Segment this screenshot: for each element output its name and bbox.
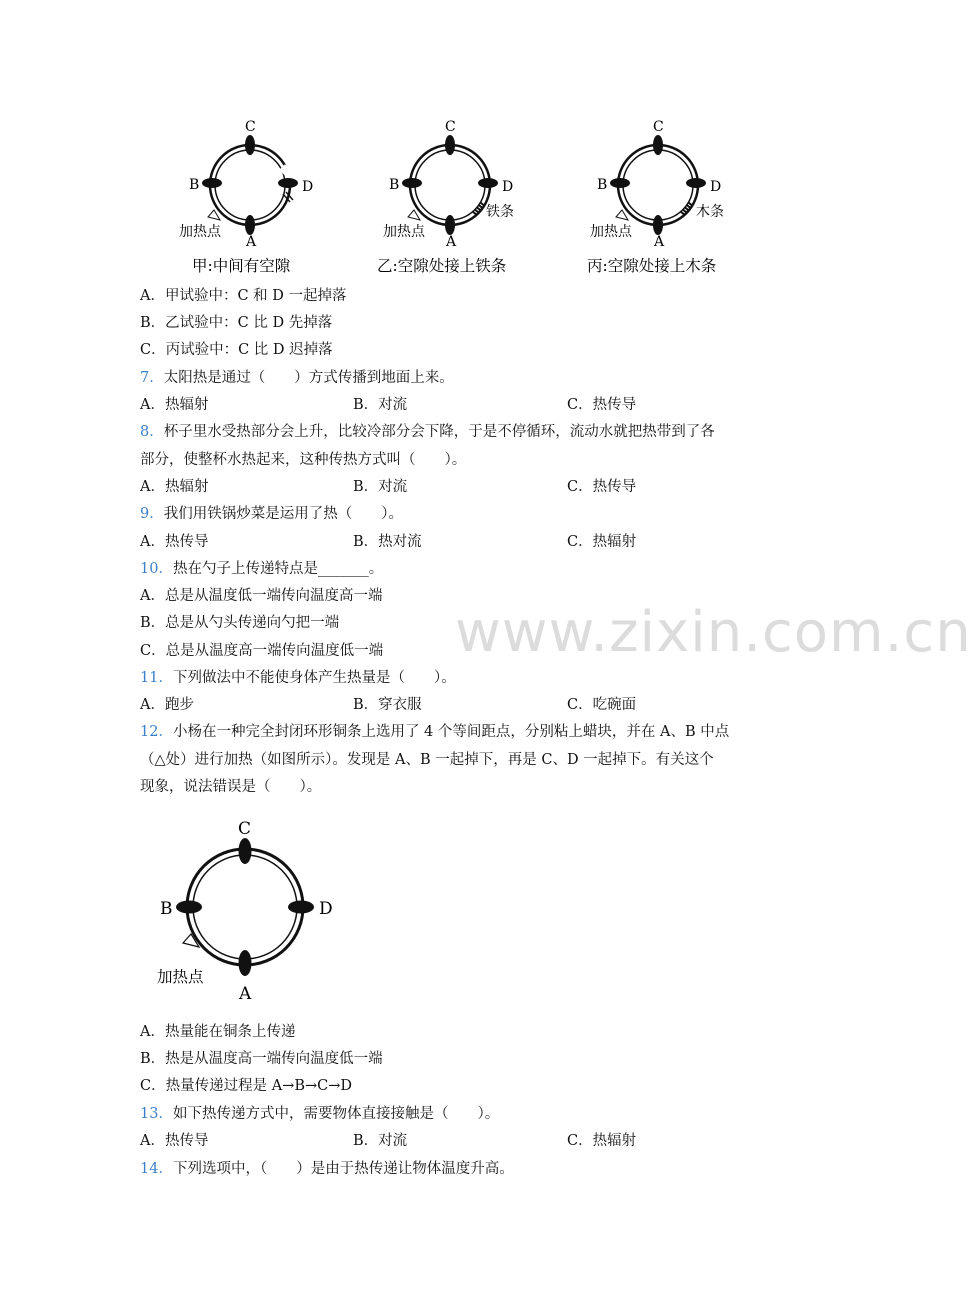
top-figures [0,110,920,280]
question-number: 14． [140,1161,173,1177]
question-number: 7． [140,370,164,386]
label-d: D [710,179,722,195]
question-text: 杯子里水受热部分会上升，比较冷部分会下降，于是不停循环，流动水就把热带到了各 [163,424,715,440]
q9-option-a: A．热传导 [140,534,209,550]
question-text: 热在勺子上传递特点是_______。 [172,561,384,577]
label-d: D [502,179,514,195]
heat-point-icon [616,210,628,220]
q7-option-a: A．热辐射 [140,397,209,413]
wax-block-a [245,215,255,235]
wax-block-a [239,950,252,976]
q13-option-c: C．热辐射 [567,1133,637,1149]
label-c: C [238,819,252,839]
q7-option-b: B．对流 [353,397,408,413]
question-number: 12． [140,724,173,740]
heat-point-icon [208,210,220,220]
q12-stem [140,722,729,742]
q12-stem-line3: 现象，说法错误是（ ）。 [140,779,322,795]
wax-block-b [202,178,222,188]
label-heat: 加热点 [157,968,204,986]
q10-stem [140,559,383,579]
q12-option-c: C．热量传递过程是 A→B→C→D [140,1078,352,1094]
label-c: C [445,119,456,135]
q14-stem [140,1159,514,1179]
label-a: A [654,234,665,250]
q8-stem-line2: 部分，使整杯水热起来，这种传热方式叫（ ）。 [140,452,467,468]
wax-block-d [288,901,314,914]
q9-option-c: C．热辐射 [567,534,637,550]
wax-block-d [686,178,706,188]
q6-option-a: A．甲试验中：C 和 D 一起掉落 [140,288,347,304]
wax-block-a [653,215,663,235]
q9-option-b: B．热对流 [353,534,422,550]
question-text: 如下热传递方式中，需要物体直接接触是（ ）。 [172,1106,500,1122]
q12-stem-line2: （△处）进行加热（如图所示）。发现是 A、B 一起掉下，再是 C、D 一起掉下。有关这个 [140,752,714,768]
question-text: 我们用铁锅炒菜是运用了热（ ）。 [163,506,403,522]
question-text: 下列选项中，（ ）是由于热传递让物体温度升高。 [172,1161,514,1177]
wax-block-d [278,178,298,188]
wax-block-b [402,178,422,188]
wax-block-a [445,215,455,235]
caption-bing: 丙:空隙处接上木条 [587,257,717,275]
q8-option-b: B．对流 [353,479,408,495]
figure-bing [587,119,724,275]
q7-stem [140,368,454,388]
label-c: C [245,119,256,135]
caption-yi: 乙:空隙处接上铁条 [377,257,507,275]
question-text: 太阳热是通过（ ）方式传播到地面上来。 [163,370,454,386]
q11-option-b: B．穿衣服 [353,697,422,713]
label-strip: 木条 [696,204,724,220]
q8-option-c: C．热传导 [567,479,637,495]
q12-figure [140,810,360,1010]
question-number: 8． [140,424,164,440]
question-text: 下列做法中不能使身体产生热量是（ ）。 [172,670,456,686]
q10-option-c: C．总是从温度高一端传向温度低一端 [140,643,384,659]
watermark: www.zixin.com.cn [455,600,972,665]
q13-stem [140,1104,499,1124]
question-number: 11． [140,670,173,686]
heat-point-icon [408,210,420,220]
wax-block-b [610,178,630,188]
caption-jia: 甲:中间有空隙 [192,257,291,275]
label-d: D [319,899,333,919]
q13-option-b: B．对流 [353,1133,408,1149]
wax-block-d [478,178,498,188]
label-b: B [389,177,400,193]
figure-jia [179,119,313,275]
q11-option-a: A．跑步 [140,697,194,713]
q12-option-a: A．热量能在铜条上传递 [140,1024,296,1040]
question-number: 13． [140,1106,173,1122]
wax-block-b [176,901,202,914]
label-heat: 加热点 [383,224,425,240]
label-heat: 加热点 [179,224,221,240]
q10-option-b: B．总是从勺头传递向勺把一端 [140,615,340,631]
figure-yi [377,119,514,275]
label-a: A [239,984,252,1004]
label-b: B [597,177,608,193]
label-c: C [653,119,664,135]
label-b: B [160,899,173,919]
label-strip: 铁条 [486,204,514,220]
q10-option-a: A．总是从温度低一端传向温度高一端 [140,588,383,604]
q9-stem [140,504,403,524]
question-number: 10． [140,561,173,577]
q12-option-b: B．热是从温度高一端传向温度低一端 [140,1051,383,1067]
label-heat: 加热点 [590,224,632,240]
label-a: A [246,234,257,250]
q8-option-a: A．热辐射 [140,479,209,495]
wax-block-c [245,135,255,155]
label-b: B [189,177,200,193]
label-a: A [446,234,457,250]
wax-block-c [445,135,455,155]
question-text: 小杨在一种完全封闭环形铜条上选用了 4 个等间距点，分别粘上蜡块，并在 A、B 中点 [172,724,730,740]
question-number: 9． [140,506,164,522]
q11-stem [140,668,456,688]
q6-option-c: C．丙试验中：C 比 D 迟掉落 [140,342,333,358]
wax-block-c [239,838,252,864]
q11-option-c: C．吃碗面 [567,697,637,713]
q6-option-b: B．乙试验中：C 比 D 先掉落 [140,315,333,331]
q13-option-a: A．热传导 [140,1133,209,1149]
q7-option-c: C．热传导 [567,397,637,413]
q8-stem [140,422,715,442]
wax-block-c [653,135,663,155]
label-d: D [302,179,314,195]
